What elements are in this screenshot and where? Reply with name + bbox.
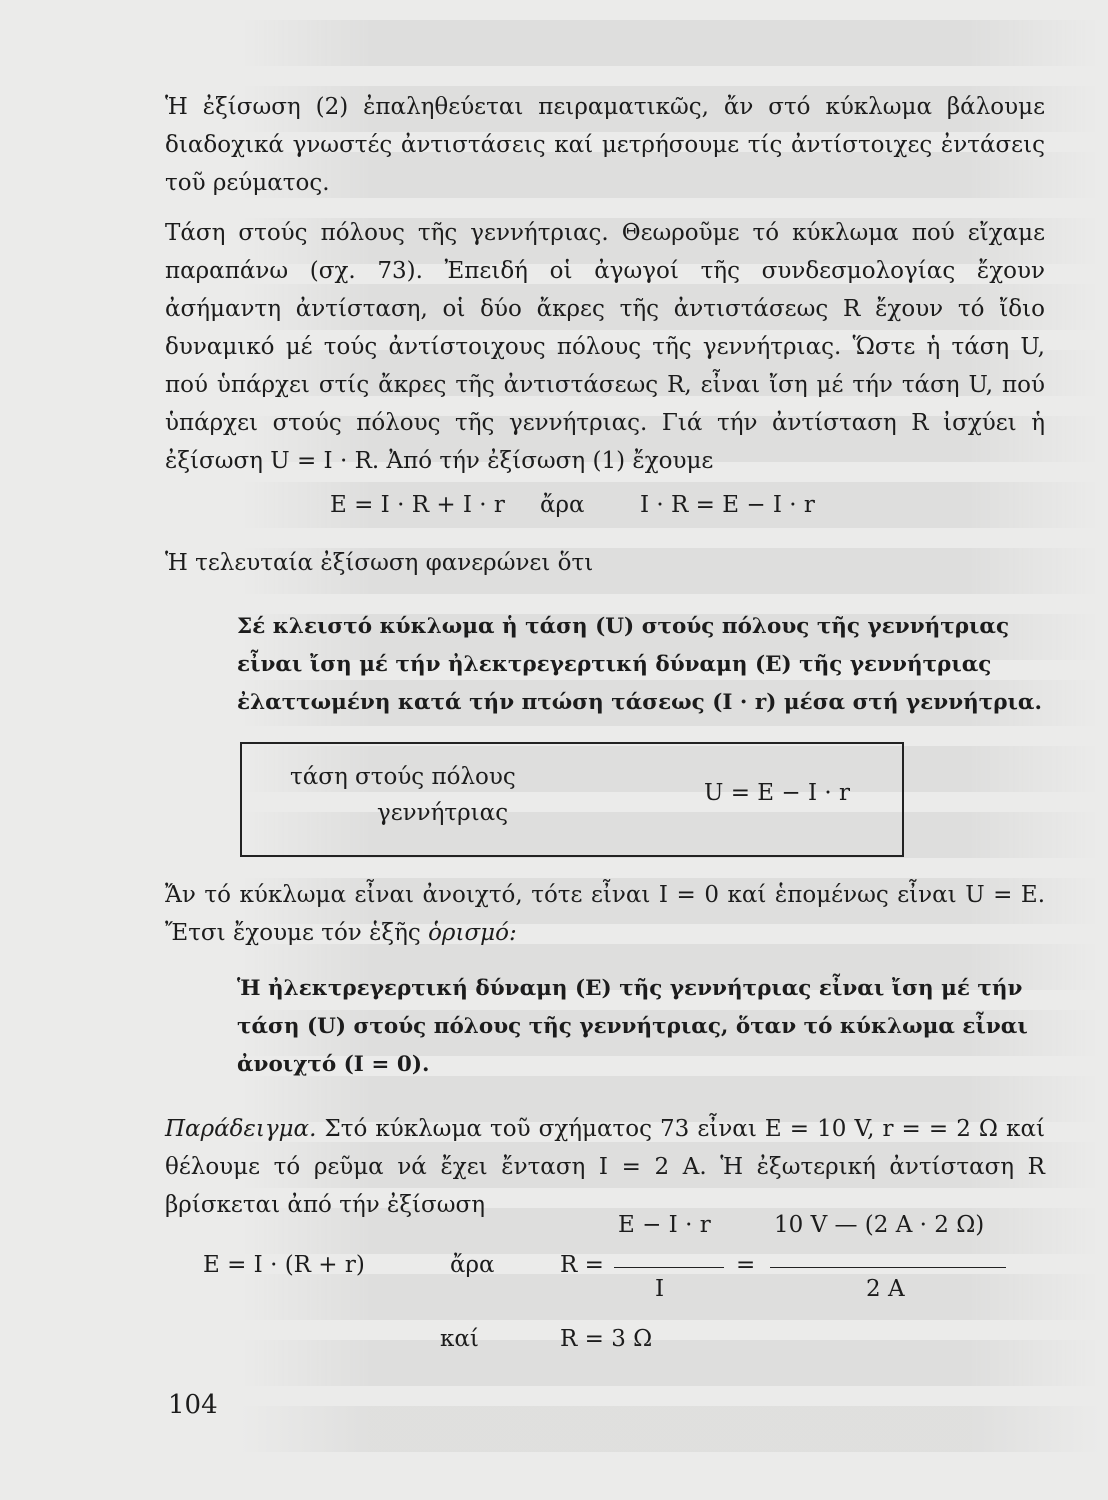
equation-2-r-equals: R = [560,1252,604,1278]
paragraph-4-italic: ὁρισμό: [428,920,517,946]
paragraph-1: Ἡ ἐξίσωση (2) ἐπαληθεύεται πειραματικῶς, ἄν στό κύκλωμα βάλουμε διαδοχικά γνωστές ἀντιστάσεις καί μετρήσουμε τίς ἀντίστοιχες ἐντάσεις τοῦ ρεύματος. [165,94,1045,196]
paragraph-4 [165,876,1045,952]
equation-2-fraction-1-denominator: I [655,1276,665,1302]
page-number: 104 [168,1390,218,1420]
equation-1-right: I · R = E − I · r [640,492,815,518]
equation-2-fraction-1-numerator: E − I · r [618,1212,711,1238]
equation-2-fraction-1-line [614,1267,724,1268]
statement-1: Σέ κλειστό κύκλωμα ἡ τάση (U) στούς πόλους τῆς γεννήτριας εἶναι ἴση μέ τήν ἠλεκτρεγερτική δύναμη (E) τῆς γεννήτριας ἐλαττωμένη κατά τήν πτώση τάσεως (I · r) μέσα στή γεννήτρια. [237,614,1042,715]
box-label-line-2: γεννήτριας [377,800,509,826]
example-text: Στό κύκλωμα τοῦ σχήματος 73 εἶναι E = 10 V, r = = 2 Ω καί θέλουμε τό ρεῦμα νά ἔχει ἔνταση I = 2 A. Ἡ ἐξωτερική ἀντίσταση R βρίσκεται ἀπό τήν ἐξίσωση [165,1116,1045,1218]
equation-2-fraction-2-numerator: 10 V — (2 A · 2 Ω) [774,1212,985,1238]
paragraph-2: Τάση στούς πόλους τῆς γεννήτριας. Θεωροῦμε τό κύκλωμα πού εἴχαμε παραπάνω (σχ. 73). Ἐπειδή οἱ ἀγωγοί τῆς συνδεσμολογίας ἔχουν ἀσήμαντη ἀντίσταση, οἱ δύο ἄκρες τῆς ἀντιστάσεως R ἔχουν τό ἴδιο δυναμικό μέ τούς ἀντίστοιχους πόλους τῆς γεννήτριας. Ὥστε ἡ τάση U, πού ὑπάρχει στίς ἄκρες τῆς ἀντιστάσεως R, εἶναι ἴση μέ τήν τάση U, πού ὑπάρχει στούς πόλους τῆς γεννήτριας. Γιά τήν ἀντίσταση R ἰσχύει ἡ ἐξίσωση U = I · R. Ἀπό τήν ἐξίσωση (1) ἔχουμε [165,220,1045,474]
equation-2-fraction-2-line [770,1267,1006,1268]
equation-1-connector: ἄρα [540,492,585,518]
paragraph-3: Ἡ τελευταία ἐξίσωση φανερώνει ὅτι [165,550,594,576]
equation-3-connector: καί [440,1326,479,1352]
box-label-line-1: τάση στούς πόλους [290,764,516,790]
equation-3-result: R = 3 Ω [560,1326,653,1352]
equation-1-left: E = I · R + I · r [330,492,505,518]
formula-box [240,742,904,857]
example-label: Παράδειγμα. [165,1116,317,1142]
equation-2-equals: = [736,1252,756,1278]
paragraph-4-text: Ἄν τό κύκλωμα εἶναι ἀνοιχτό, τότε εἶναι I = 0 καί ἑπομένως εἶναι U = E. Ἔτσι ἔχουμε τόν ἑξῆς [165,882,1045,946]
equation-2-connector: ἄρα [450,1252,495,1278]
equation-2-left: E = I · (R + r) [203,1252,365,1278]
statement-2: Ἡ ἠλεκτρεγερτική δύναμη (E) τῆς γεννήτριας εἶναι ἴση μέ τήν τάση (U) στούς πόλους τῆς γεννήτριας, ὅταν τό κύκλωμα εἶναι ἀνοιχτό (I = 0). [237,976,1028,1077]
box-formula: U = E − I · r [704,780,850,806]
example-paragraph [165,1110,1045,1224]
equation-2-fraction-2-denominator: 2 A [866,1276,905,1302]
